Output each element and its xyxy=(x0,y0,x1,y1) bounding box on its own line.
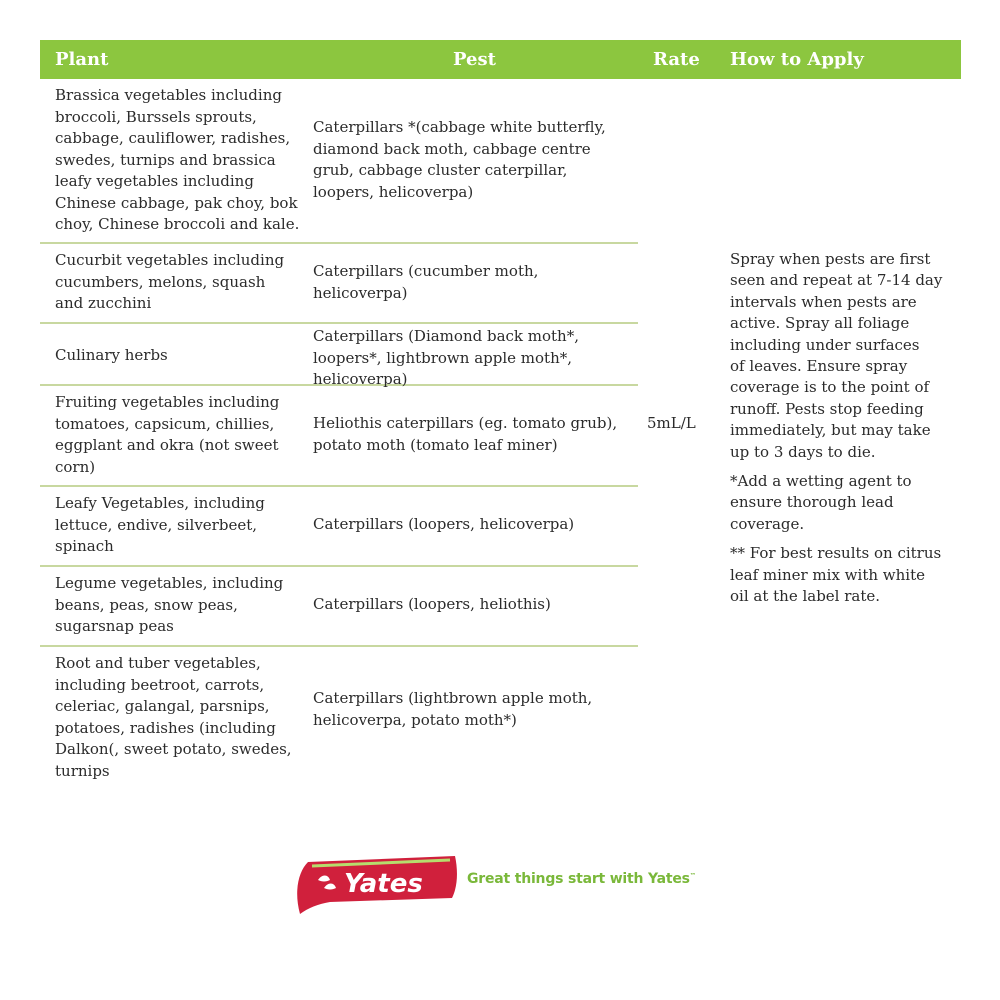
plant-line: potatoes, radishes (including xyxy=(55,718,276,737)
how-to-apply-line: up to 3 days to die. xyxy=(730,442,876,461)
plant-line: choy, Chinese broccoli and kale. xyxy=(55,215,300,233)
pest-line: loopers*, lightbrown apple moth*, xyxy=(313,348,572,367)
pest-line: Caterpillars *(cabbage white butterfly, xyxy=(313,118,606,136)
plant-cell xyxy=(55,85,310,236)
how-to-apply-paragraph xyxy=(730,249,955,463)
pest-line: Caterpillars (lightbrown apple moth, xyxy=(313,689,593,707)
header-how-to-apply: How to Apply xyxy=(730,49,864,70)
how-to-apply-line: of leaves. Ensure spray xyxy=(730,357,908,376)
header-rate: Rate xyxy=(653,49,700,70)
plant-cell xyxy=(55,653,310,782)
table-row xyxy=(40,647,638,797)
svg-text:Yates: Yates xyxy=(344,869,423,899)
how-to-apply-line: ensure thorough lead xyxy=(730,493,894,512)
pest-line: Caterpillars (cucumber moth, xyxy=(313,262,539,280)
plant-line: spinach xyxy=(55,537,114,555)
pest-cell xyxy=(313,594,633,616)
how-to-apply-paragraph xyxy=(730,471,955,535)
table-row xyxy=(40,244,638,324)
pest-line: Caterpillars (loopers, helicoverpa) xyxy=(313,515,575,533)
how-to-apply-line: oil at the label rate. xyxy=(730,587,881,606)
how-to-apply-line: coverage. xyxy=(730,514,805,533)
plant-line: Dalkon(, sweet potato, swedes, xyxy=(55,740,292,758)
table-row xyxy=(40,324,638,386)
plant-line: Chinese cabbage, pak choy, bok xyxy=(55,193,298,212)
pest-line: Heliothis caterpillars (eg. tomato grub), xyxy=(313,414,618,432)
how-to-apply-line: including under surfaces xyxy=(730,335,920,354)
table-row xyxy=(40,567,638,647)
plant-cell xyxy=(55,573,310,638)
how-to-apply-line: Spray when pests are first xyxy=(730,250,931,268)
pest-cell xyxy=(313,413,633,456)
pest-line: Caterpillars (loopers, heliothis) xyxy=(313,595,551,613)
plant-line: swedes, turnips and brassica xyxy=(55,150,276,169)
header-plant: Plant xyxy=(55,49,109,70)
pest-line: diamond back moth, cabbage centre xyxy=(313,139,591,158)
plant-line: beans, peas, snow peas, xyxy=(55,595,238,614)
plant-line: including beetroot, carrots, xyxy=(55,675,265,694)
plant-line: Fruiting vegetables including xyxy=(55,393,280,411)
plant-line: broccoli, Burssels sprouts, xyxy=(55,107,257,126)
pest-cell xyxy=(313,326,633,391)
plant-cell xyxy=(55,345,310,367)
plant-line: turnips xyxy=(55,761,110,780)
how-to-apply-line: runoff. Pests stop feeding xyxy=(730,399,924,418)
pest-line: grub, cabbage cluster caterpillar, xyxy=(313,161,568,179)
pest-cell xyxy=(313,688,633,731)
how-to-apply-line: active. Spray all foliage xyxy=(730,314,910,333)
how-to-apply-line: intervals when pests are xyxy=(730,292,917,311)
pest-cell xyxy=(313,117,633,203)
yates-logo xyxy=(290,852,460,922)
plant-line: tomatoes, capsicum, chillies, xyxy=(55,414,275,433)
how-to-apply-line: ** For best results on citrus xyxy=(730,544,942,563)
plant-line: leafy vegetables including xyxy=(55,172,254,190)
how-to-apply-line: leaf miner mix with white xyxy=(730,565,925,584)
plant-line: Cucurbit vegetables including xyxy=(55,251,285,269)
plant-line: sugarsnap peas xyxy=(55,617,174,635)
pest-line: helicoverpa) xyxy=(313,283,408,302)
pest-line: helicoverpa) xyxy=(313,370,408,388)
table-row xyxy=(40,386,638,487)
table-row xyxy=(40,487,638,567)
how-to-apply-line: seen and repeat at 7-14 day xyxy=(730,271,943,290)
table-header xyxy=(40,40,961,79)
pest-line: loopers, helicoverpa) xyxy=(313,182,474,201)
how-to-apply-text xyxy=(730,249,955,616)
tagline: Great things start with Yates™ xyxy=(467,871,696,887)
how-to-apply-line: immediately, but may take xyxy=(730,421,931,440)
table-row xyxy=(40,79,638,244)
plant-line: lettuce, endive, silverbeet, xyxy=(55,515,257,534)
plant-line: and zucchini xyxy=(55,294,152,312)
how-to-apply-paragraph xyxy=(730,543,955,607)
pest-cell xyxy=(313,514,633,536)
plant-cell xyxy=(55,392,310,478)
plant-line: Brassica vegetables including xyxy=(55,86,282,104)
pest-cell xyxy=(313,261,633,304)
table-body xyxy=(40,79,638,797)
pest-line: Caterpillars (Diamond back moth*, xyxy=(313,327,579,345)
plant-line: eggplant and okra (not sweet xyxy=(55,436,279,454)
rate-value: 5mL/L xyxy=(647,414,696,432)
plant-line: Root and tuber vegetables, xyxy=(55,654,261,672)
header-pest: Pest xyxy=(453,49,496,70)
plant-line: celeriac, galangal, parsnips, xyxy=(55,697,270,715)
plant-line: Legume vegetables, including xyxy=(55,574,284,592)
plant-line: Leafy Vegetables, including xyxy=(55,494,265,512)
plant-cell xyxy=(55,250,310,315)
plant-line: cucumbers, melons, squash xyxy=(55,272,266,291)
plant-line: cabbage, cauliflower, radishes, xyxy=(55,129,291,147)
pest-line: helicoverpa, potato moth*) xyxy=(313,710,517,729)
plant-line: Culinary herbs xyxy=(55,346,168,364)
brand-footer xyxy=(290,852,710,922)
plant-cell xyxy=(55,493,310,558)
how-to-apply-line: *Add a wetting agent to xyxy=(730,472,912,491)
plant-line: corn) xyxy=(55,457,96,476)
how-to-apply-line: coverage is to the point of xyxy=(730,378,930,397)
pest-line: potato moth (tomato leaf miner) xyxy=(313,435,558,454)
